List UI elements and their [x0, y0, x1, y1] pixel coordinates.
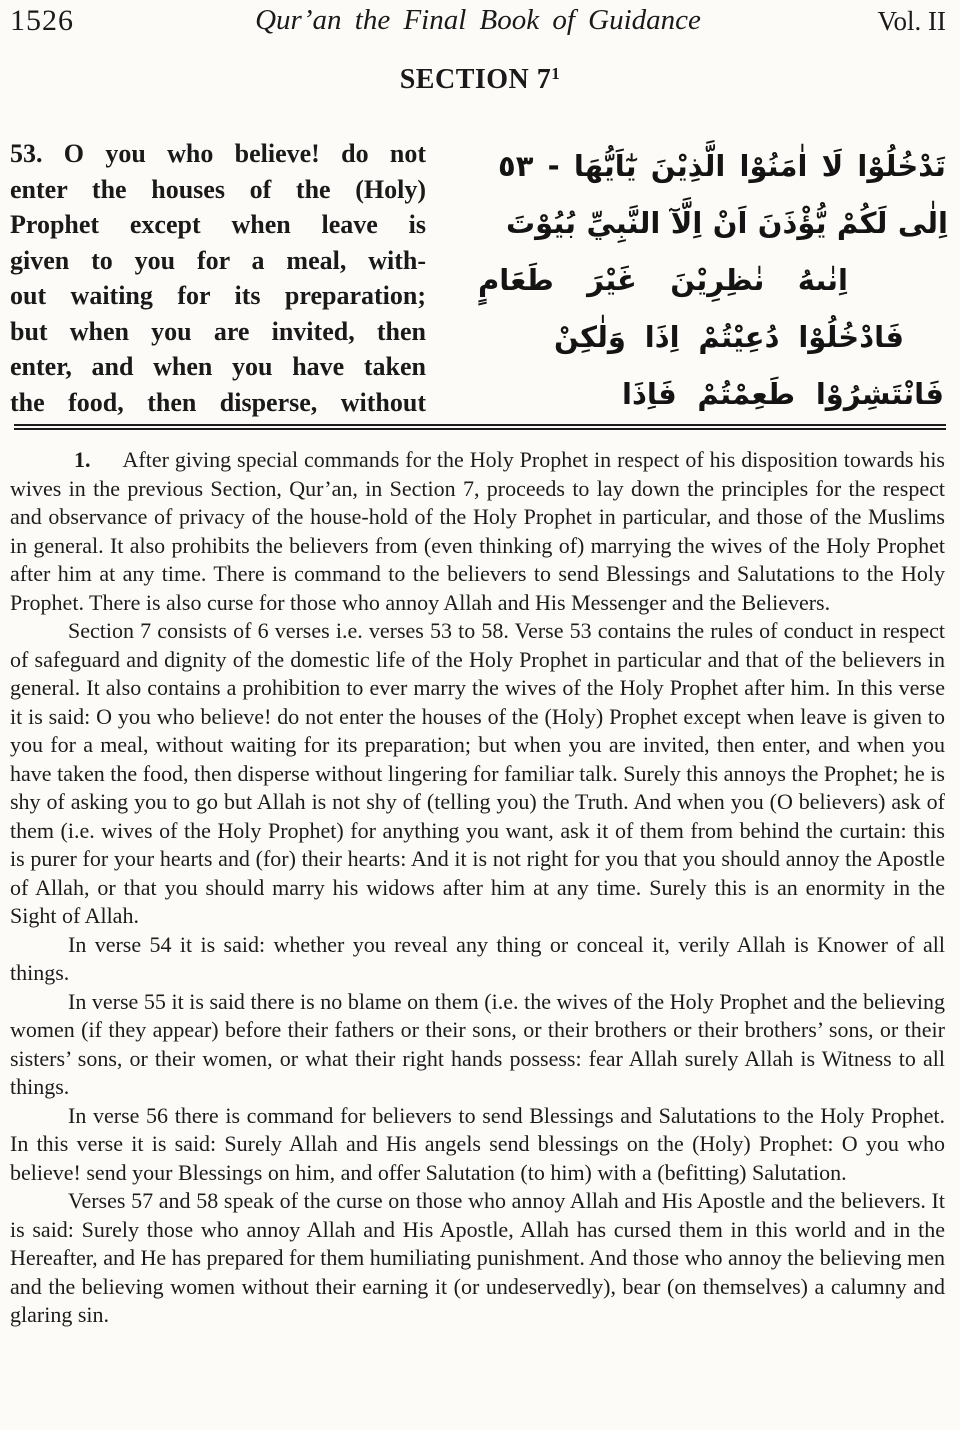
footnote-paragraph-text: After giving special commands for the Holy Prophet in respect of his disposition towards his wives in the previous Section, Qur’an, in Section 7, proceeds to lay down the principles for the respect and observance of privacy of the house-hold of the Holy Prophet in particular, and those of the Muslims in general. It also prohibits the believers from (even thinking of) marrying the wives of the Holy Prophet after him at any time. There is command to the believers to send Blessings and Salutations to the Holy Prophet. There is also curse for those who annoy Allah and His Messenger and the Believers.: [10, 447, 945, 615]
verse-arabic-text: [478, 136, 948, 422]
arabic-word: فَادْخُلُوْا: [798, 319, 904, 354]
commentary-footnote: [10, 446, 945, 1330]
verse-english-line: but when you are invited, then: [10, 316, 426, 346]
arabic-word: لَكُمْ: [836, 205, 888, 240]
running-title: Qur’an the Final Book of Guidance: [255, 4, 701, 36]
arabic-word: فَاِذَا: [622, 376, 677, 411]
section-title: SECTION 7: [399, 64, 552, 95]
footnote-reference-superscript: 1: [551, 64, 561, 83]
verse-english-line: enter the houses of the (Holy): [10, 174, 426, 204]
running-header: [10, 4, 946, 44]
verse-english-line: 53. O you who believe! do not: [10, 139, 426, 168]
arabic-word: لَا: [821, 148, 844, 183]
arabic-word: اِلَّآ: [670, 205, 703, 240]
footnote-paragraph: Section 7 consists of 6 verses i.e. verses 53 to 58. Verse 53 contains the rules of conduct in respect of safeguard and dignity of the domestic life of the Holy Prophet in particular and that of the believers in general. It also contains a prohibition to ever marry the wives of the Holy Prophet after him. In this verse it is said: O you who believe! do not enter the houses of the (Holy) Prophet except when leave is given to you for a meal, without waiting for its preparation; but when you are invited, then enter, and when you have taken the food, then disperse without lingering for familiar talk. Surely this annoys the Prophet; he is shy of asking you to go but Allah is not shy of (telling you) the Truth. And when you (O believers) ask of them (i.e. wives of the Holy Prophet) for anything you want, ask it of them from behind the curtain: this is purer for your hearts and (for) their hearts: And it is not right for you that you should annoy the Apostle of Allah, or that you should marry his widows after him at any time. Surely this is an enormity in the Sight of Allah.: [10, 618, 945, 928]
verse-english-translation: [10, 136, 426, 422]
footnote-separator-rule: [14, 424, 946, 430]
arabic-word: يُّؤْذَنَ: [757, 205, 827, 240]
footnote-paragraph: In verse 55 it is said there is no blame on them (i.e. the wives of the Holy Prophet and the believing women (if they appear) before their fathers or their sons, or their brothers or their brothers’ sons, or their sisters’ sons, or their women, or what their right hands possess: fear Allah surely Allah is Witness to all things.: [10, 988, 945, 1099]
arabic-word: اِلٰى: [897, 205, 948, 240]
arabic-word: اَنْ: [712, 205, 748, 240]
arabic-word: ٥٣: [498, 148, 534, 183]
verse-arabic-line: [498, 137, 946, 194]
arabic-word: طَعِمْتُمْ: [697, 376, 796, 411]
verse-english-line: enter, and when you have taken: [10, 352, 426, 381]
arabic-word: اِذَا: [644, 319, 680, 354]
verse-arabic-line: [622, 365, 944, 422]
section-heading: [0, 64, 960, 96]
verse-arabic-line: [506, 194, 948, 251]
arabic-word: الَّذِيْنَ: [650, 148, 726, 183]
arabic-word: اِنٰىهُ: [797, 262, 848, 297]
verse-53-block: [10, 136, 948, 422]
footnote-paragraph: Verses 57 and 58 speak of the curse on those who annoy Allah and His Apostle and the believers. It is said: Surely those who annoy Allah and His Apostle, Allah has cursed them in this world and in the Hereafter, and He has prepared for them humiliating punishment. And those who annoy the believing men and the believing women without their earning it (or undeservedly), bear (on themselves) a calumny and glaring sin.: [10, 1188, 945, 1327]
arabic-word: -: [547, 148, 560, 183]
arabic-word: يٰٓاَيُّهَا: [573, 148, 637, 183]
arabic-word: اٰمَنُوْا: [739, 148, 808, 183]
arabic-word: النَّبِيِّ: [586, 205, 661, 240]
footnote-paragraph: In verse 56 there is command for believers to send Blessings and Salutations to the Holy Prophet. In this verse it is said: Surely Allah and His angels send blessings on the (Holy) Prophet: O you who believe! send your Blessings on him, and offer Salutation (to him) with a (befitting) Salutation.: [10, 1102, 945, 1185]
verse-english-line: out waiting for its preparation;: [10, 281, 426, 310]
arabic-word: دُعِيْتُمْ: [698, 319, 780, 354]
verse-arabic-line: [478, 251, 848, 308]
arabic-word: فَانْتَشِرُوْا: [815, 376, 944, 411]
volume-label: Vol. II: [877, 6, 946, 36]
verse-english-line: given to you for a meal, with-: [10, 245, 426, 275]
arabic-word: طَعَامٍ: [478, 262, 554, 297]
footnote-paragraph: In verse 54 it is said: whether you reveal any thing or conceal it, verily Allah is Knower of all things.: [10, 931, 945, 985]
verse-english-line: the food, then disperse, without: [10, 387, 426, 417]
arabic-word: وَلٰكِنْ: [554, 319, 626, 354]
verse-arabic-line: [554, 308, 904, 365]
footnote-number: 1.: [74, 447, 91, 472]
page-number: 1526: [10, 4, 74, 37]
verse-english-line: Prophet except when leave is: [10, 210, 426, 239]
footnote-paragraph: [10, 446, 945, 617]
arabic-word: بُيُوْتَ: [506, 205, 577, 240]
arabic-word: غَيْرَ: [587, 262, 637, 297]
arabic-word: نٰظِرِيْنَ: [670, 262, 765, 297]
arabic-word: تَدْخُلُوْا: [857, 148, 946, 183]
